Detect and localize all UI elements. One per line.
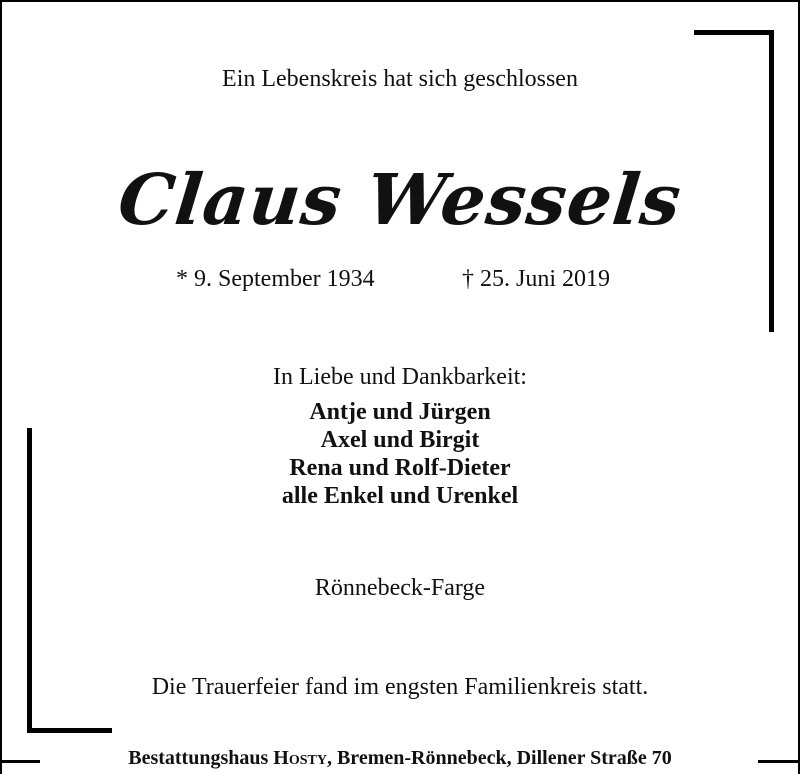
funeral-home-footer xyxy=(0,747,800,770)
corner-bracket-top-right xyxy=(694,30,774,35)
mourners-list xyxy=(0,398,800,510)
footer-address: , Bremen-Rönnebeck, Dillener Straße 70 xyxy=(326,747,672,769)
company-name: Hosty xyxy=(273,747,327,769)
mourner-item: Rena und Rolf-Dieter xyxy=(289,455,511,481)
corner-bracket-bottom-left xyxy=(27,728,112,733)
mourner-item: Antje und Jürgen xyxy=(309,399,491,425)
mourner-item: alle Enkel und Urenkel xyxy=(281,483,519,509)
deceased-name: Claus Wessels xyxy=(114,158,686,241)
gratitude-text: In Liebe und Dankbarkeit: xyxy=(273,364,527,390)
place-text: Rönnebeck-Farge xyxy=(314,575,486,601)
death-date: † 25. Juni 2019 xyxy=(462,266,611,292)
intro-text: Ein Lebenskreis hat sich geschlossen xyxy=(222,66,578,92)
birth-date: * 9. September 1934 xyxy=(176,266,375,292)
service-text: Die Trauerfeier fand im engsten Familienkreis statt. xyxy=(151,674,649,700)
mourner-item: Axel und Birgit xyxy=(320,427,480,453)
footer-prefix: Bestattungshaus xyxy=(128,747,274,769)
